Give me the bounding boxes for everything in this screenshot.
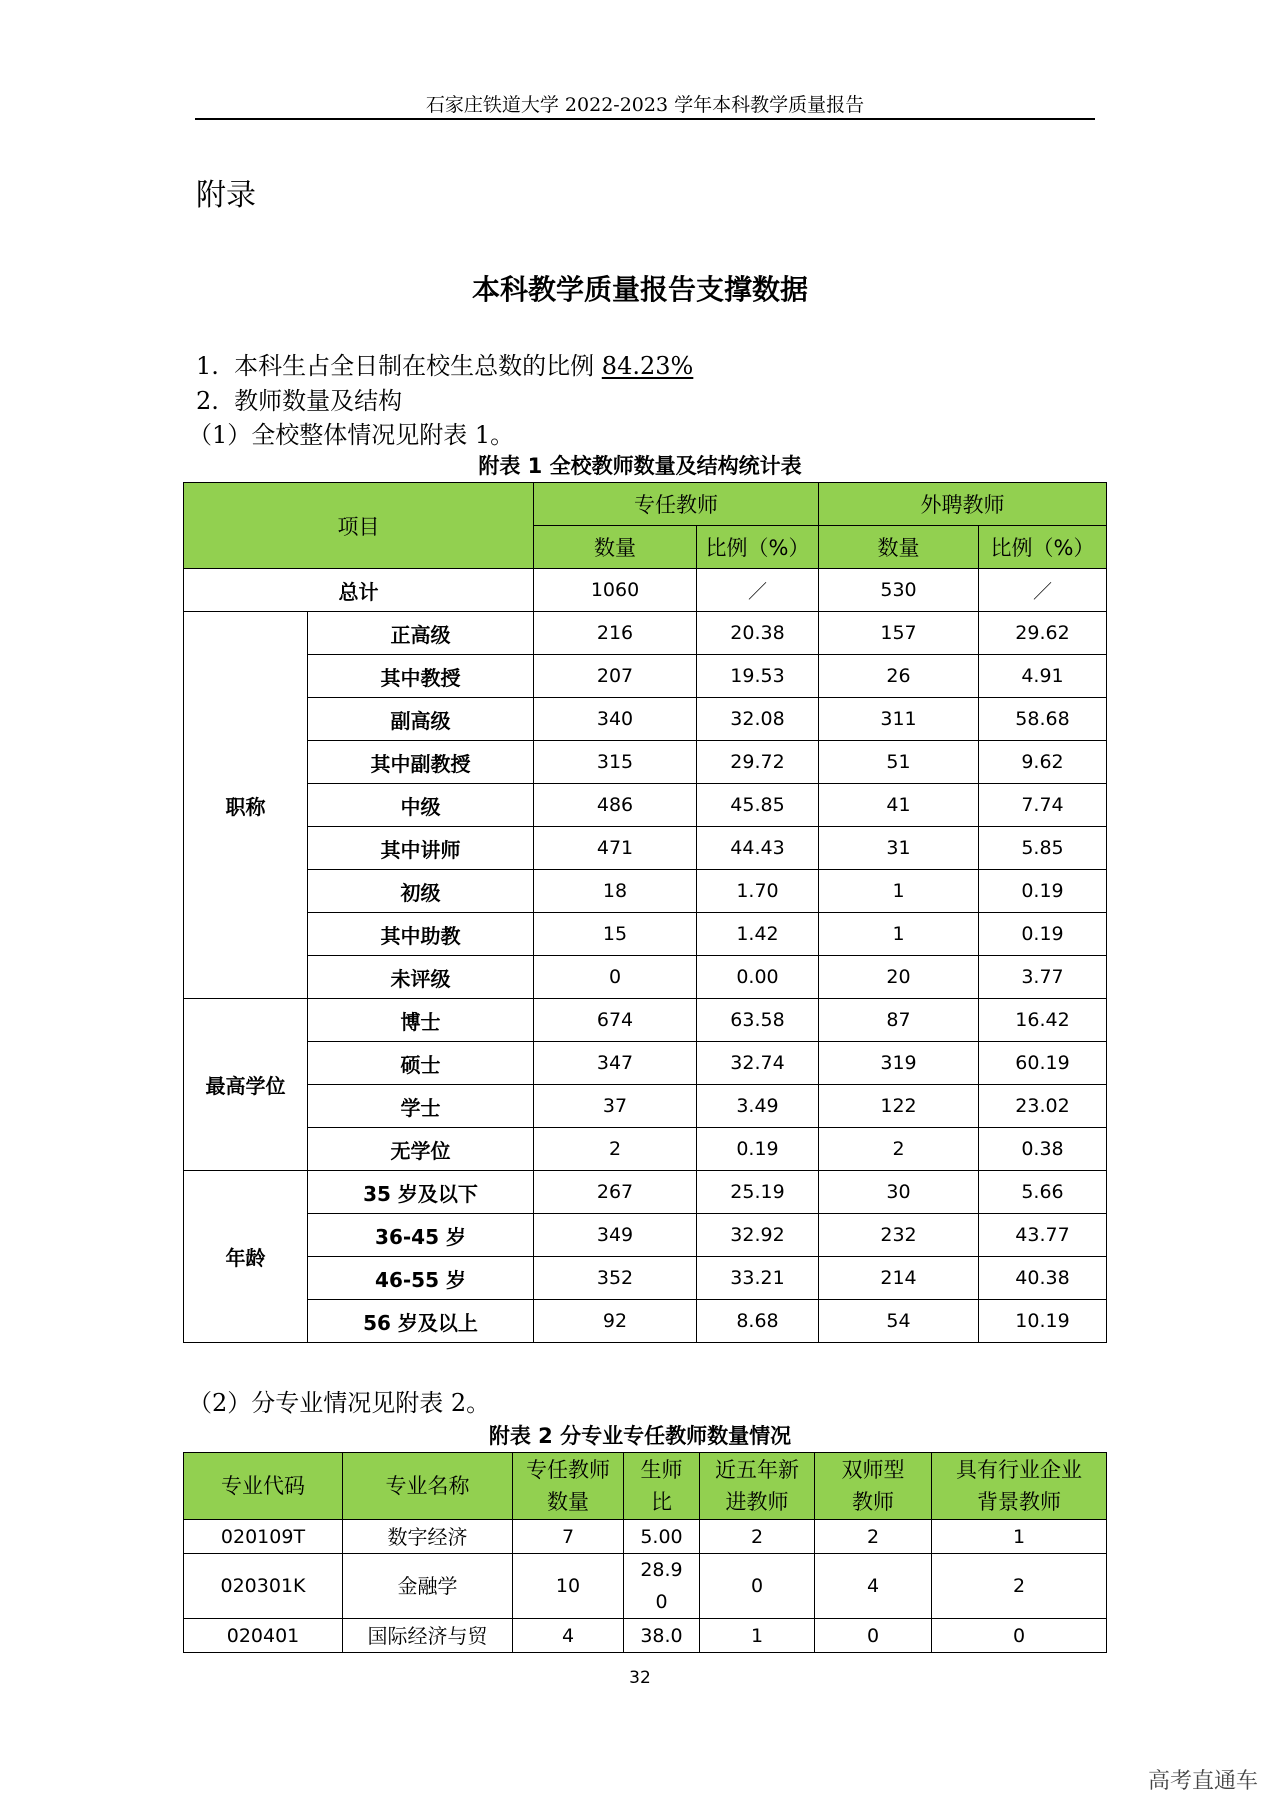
row-label: 正高级: [308, 612, 534, 655]
table-row: [184, 1300, 1107, 1343]
row-label: 其中助教: [308, 913, 534, 956]
cell-ft: 4: [513, 1619, 624, 1653]
table-row: [184, 1214, 1107, 1257]
table-row: [184, 827, 1107, 870]
cell-ext-ratio: 60.19: [979, 1042, 1107, 1085]
cell-ratio-line1: 5.00: [640, 1525, 683, 1548]
header-fulltime: 专任教师: [534, 483, 819, 526]
cell-ft: 10: [513, 1554, 624, 1619]
cell-name: 金融学: [343, 1554, 513, 1619]
item-undergrad-ratio-value: 84.23%: [601, 352, 694, 380]
cell-dual: 2: [815, 1520, 932, 1554]
cell-ext-count: 51: [819, 741, 979, 784]
cell-ft-ratio: 32.08: [697, 698, 819, 741]
cell-ratio-line1: 28.9: [640, 1559, 683, 1581]
appendix-heading: 附录: [196, 178, 256, 213]
item-teacher-structure: 2. 教师数量及结构: [196, 387, 403, 415]
cell-code: 020401: [184, 1619, 343, 1653]
cell-ext-count: 311: [819, 698, 979, 741]
table-row: [184, 655, 1107, 698]
group-label: 最高学位: [184, 999, 308, 1171]
table-row: [184, 612, 1107, 655]
cell-ft-ratio: 33.21: [697, 1257, 819, 1300]
row-label: 学士: [308, 1085, 534, 1128]
cell-ext-ratio: 10.19: [979, 1300, 1107, 1343]
item-undergrad-ratio: [196, 346, 693, 381]
cell-ft-ratio: 8.68: [697, 1300, 819, 1343]
cell-ft: 7: [513, 1520, 624, 1554]
cell-code: 020301K: [184, 1554, 343, 1619]
cell-ext-ratio: 23.02: [979, 1085, 1107, 1128]
header-dual-line2: 教师: [852, 1490, 894, 1514]
item-undergrad-ratio-label: 1. 本科生占全日制在校生总数的比例: [196, 352, 602, 380]
header-ft-ratio: 比例（%）: [697, 526, 819, 569]
cell-ext-count: 26: [819, 655, 979, 698]
header-industry-line2: 背景教师: [977, 1490, 1061, 1514]
header-new-line2: 进教师: [725, 1490, 789, 1514]
row-label: 56 岁及以上: [308, 1300, 534, 1343]
watermark: 高考直通车: [1147, 1769, 1258, 1794]
table-row: [184, 999, 1107, 1042]
cell-ext-count: 30: [819, 1171, 979, 1214]
row-label: 46-55 岁: [308, 1257, 534, 1300]
cell-industry: 2: [932, 1554, 1107, 1619]
row-label: 35 岁及以下: [308, 1171, 534, 1214]
row-label: 副高级: [308, 698, 534, 741]
header-ft-count: 数量: [534, 526, 697, 569]
cell-ext-count: 41: [819, 784, 979, 827]
cell-ext-ratio: 7.74: [979, 784, 1107, 827]
header-industry-line1: 具有行业企业: [956, 1458, 1082, 1482]
table2-caption: 附表 2 分专业专任教师数量情况: [488, 1424, 792, 1448]
table2-body: [184, 1520, 1107, 1653]
cell-ext-ratio: 0.19: [979, 870, 1107, 913]
header-ft: [513, 1453, 624, 1520]
row-label: 36-45 岁: [308, 1214, 534, 1257]
cell-new: 0: [700, 1554, 815, 1619]
cell-ext-count: 2: [819, 1128, 979, 1171]
cell-ft-count: 2: [534, 1128, 697, 1171]
cell-ft-count: 1060: [534, 569, 697, 612]
cell-ft-count: 349: [534, 1214, 697, 1257]
row-label: 初级: [308, 870, 534, 913]
header-ext-count: 数量: [819, 526, 979, 569]
cell-ext-ratio: 5.66: [979, 1171, 1107, 1214]
row-label: 其中讲师: [308, 827, 534, 870]
cell-ft-ratio: 1.70: [697, 870, 819, 913]
group-label: 年龄: [184, 1171, 308, 1343]
cell-ratio: [624, 1619, 700, 1653]
cell-ext-count: 319: [819, 1042, 979, 1085]
cell-ext-ratio: 58.68: [979, 698, 1107, 741]
cell-ext-count: 54: [819, 1300, 979, 1343]
cell-ext-count: 122: [819, 1085, 979, 1128]
cell-ft-count: 674: [534, 999, 697, 1042]
table-row-total: [184, 569, 1107, 612]
cell-name: 国际经济与贸: [343, 1619, 513, 1653]
row-label: 博士: [308, 999, 534, 1042]
cell-ext-ratio: 16.42: [979, 999, 1107, 1042]
table-row: [184, 870, 1107, 913]
cell-ext-ratio: 40.38: [979, 1257, 1107, 1300]
cell-ext-count: 530: [819, 569, 979, 612]
cell-ft-count: 0: [534, 956, 697, 999]
cell-ft-ratio: 32.92: [697, 1214, 819, 1257]
table-row: [184, 1085, 1107, 1128]
cell-ratio-line2: 0: [655, 1591, 668, 1613]
cell-name: 数字经济: [343, 1520, 513, 1554]
cell-ft-ratio: 63.58: [697, 999, 819, 1042]
cell-ft-count: 267: [534, 1171, 697, 1214]
cell-ext-count: 31: [819, 827, 979, 870]
cell-ft-ratio: 0.19: [697, 1128, 819, 1171]
cell-ext-ratio: 5.85: [979, 827, 1107, 870]
cell-ft-count: 347: [534, 1042, 697, 1085]
cell-ext-ratio: 0.19: [979, 913, 1107, 956]
cell-new: 1: [700, 1619, 815, 1653]
cell-ft-count: 207: [534, 655, 697, 698]
header-ratio-line2: 比: [651, 1490, 672, 1514]
header-ft-line1: 专任教师: [526, 1458, 610, 1482]
table-row: [184, 1520, 1107, 1554]
cell-ft-ratio: 32.74: [697, 1042, 819, 1085]
cell-ext-count: 214: [819, 1257, 979, 1300]
header-ext-ratio: 比例（%）: [979, 526, 1107, 569]
cell-ft-count: 216: [534, 612, 697, 655]
cell-industry: 0: [932, 1619, 1107, 1653]
header-industry: [932, 1453, 1107, 1520]
cell-dual: 4: [815, 1554, 932, 1619]
row-label: 其中教授: [308, 655, 534, 698]
cell-ft-ratio: 29.72: [697, 741, 819, 784]
row-label: 中级: [308, 784, 534, 827]
cell-industry: 1: [932, 1520, 1107, 1554]
cell-ft-ratio: 25.19: [697, 1171, 819, 1214]
cell-ft-ratio: ／: [697, 569, 819, 612]
cell-ft-count: 340: [534, 698, 697, 741]
item-sub1: （1）全校整体情况见附表 1。: [188, 421, 515, 449]
table-row: [184, 784, 1107, 827]
cell-ft-count: 471: [534, 827, 697, 870]
cell-ext-ratio: ／: [979, 569, 1107, 612]
cell-ft-ratio: 1.42: [697, 913, 819, 956]
header-ft-line2: 数量: [547, 1490, 589, 1514]
table-row: [184, 1619, 1107, 1653]
cell-ext-count: 1: [819, 913, 979, 956]
cell-ft-count: 37: [534, 1085, 697, 1128]
cell-ft-count: 15: [534, 913, 697, 956]
major-teacher-table: [183, 1452, 1107, 1653]
cell-dual: 0: [815, 1619, 932, 1653]
cell-ratio: [624, 1554, 700, 1619]
table1-caption: 附表 1 全校教师数量及结构统计表: [478, 454, 802, 478]
table-row: [184, 1171, 1107, 1214]
table-row: [184, 1042, 1107, 1085]
header-new: [700, 1453, 815, 1520]
cell-ext-count: 1: [819, 870, 979, 913]
cell-new: 2: [700, 1520, 815, 1554]
teacher-structure-table: [183, 482, 1107, 1343]
cell-ft-ratio: 3.49: [697, 1085, 819, 1128]
header-new-line1: 近五年新: [715, 1458, 799, 1482]
cell-ft-count: 486: [534, 784, 697, 827]
row-label: 硕士: [308, 1042, 534, 1085]
row-label: 总计: [184, 569, 534, 612]
header-ratio-line1: 生师: [640, 1458, 683, 1482]
header-external: 外聘教师: [819, 483, 1107, 526]
cell-ft-ratio: 45.85: [697, 784, 819, 827]
cell-ratio-line1: 38.0: [640, 1624, 683, 1647]
cell-ft-ratio: 19.53: [697, 655, 819, 698]
running-header: 石家庄铁道大学 2022-2023 学年本科教学质量报告: [425, 94, 865, 116]
header-item: 项目: [184, 483, 534, 569]
page-number: 32: [629, 1668, 651, 1688]
header-dual-line1: 双师型: [841, 1458, 905, 1482]
table1-body: [184, 569, 1107, 1343]
cell-ratio: [624, 1520, 700, 1554]
table-row: [184, 741, 1107, 784]
cell-ext-count: 87: [819, 999, 979, 1042]
cell-ft-ratio: 0.00: [697, 956, 819, 999]
table-row: [184, 913, 1107, 956]
table-row: [184, 1554, 1107, 1619]
cell-ft-ratio: 20.38: [697, 612, 819, 655]
cell-ext-ratio: 9.62: [979, 741, 1107, 784]
cell-ext-ratio: 43.77: [979, 1214, 1107, 1257]
header-code: 专业代码: [184, 1453, 343, 1520]
cell-ext-ratio: 4.91: [979, 655, 1107, 698]
table-row: [184, 956, 1107, 999]
table-row: [184, 1257, 1107, 1300]
table-row: [184, 698, 1107, 741]
header-ratio: [624, 1453, 700, 1520]
cell-ft-count: 315: [534, 741, 697, 784]
cell-ext-ratio: 0.38: [979, 1128, 1107, 1171]
row-label: 未评级: [308, 956, 534, 999]
header-rule: [195, 118, 1095, 120]
cell-ext-count: 157: [819, 612, 979, 655]
header-dual: [815, 1453, 932, 1520]
row-label: 无学位: [308, 1128, 534, 1171]
cell-ext-ratio: 3.77: [979, 956, 1107, 999]
cell-ft-count: 18: [534, 870, 697, 913]
cell-code: 020109T: [184, 1520, 343, 1554]
cell-ext-ratio: 29.62: [979, 612, 1107, 655]
row-label: 其中副教授: [308, 741, 534, 784]
group-label: 职称: [184, 612, 308, 999]
cell-ft-count: 92: [534, 1300, 697, 1343]
cell-ext-count: 232: [819, 1214, 979, 1257]
item-sub2: （2）分专业情况见附表 2。: [188, 1389, 491, 1417]
table-row: [184, 1128, 1107, 1171]
header-name: 专业名称: [343, 1453, 513, 1520]
cell-ext-count: 20: [819, 956, 979, 999]
report-title: 本科教学质量报告支撑数据: [471, 273, 808, 306]
cell-ft-count: 352: [534, 1257, 697, 1300]
cell-ft-ratio: 44.43: [697, 827, 819, 870]
